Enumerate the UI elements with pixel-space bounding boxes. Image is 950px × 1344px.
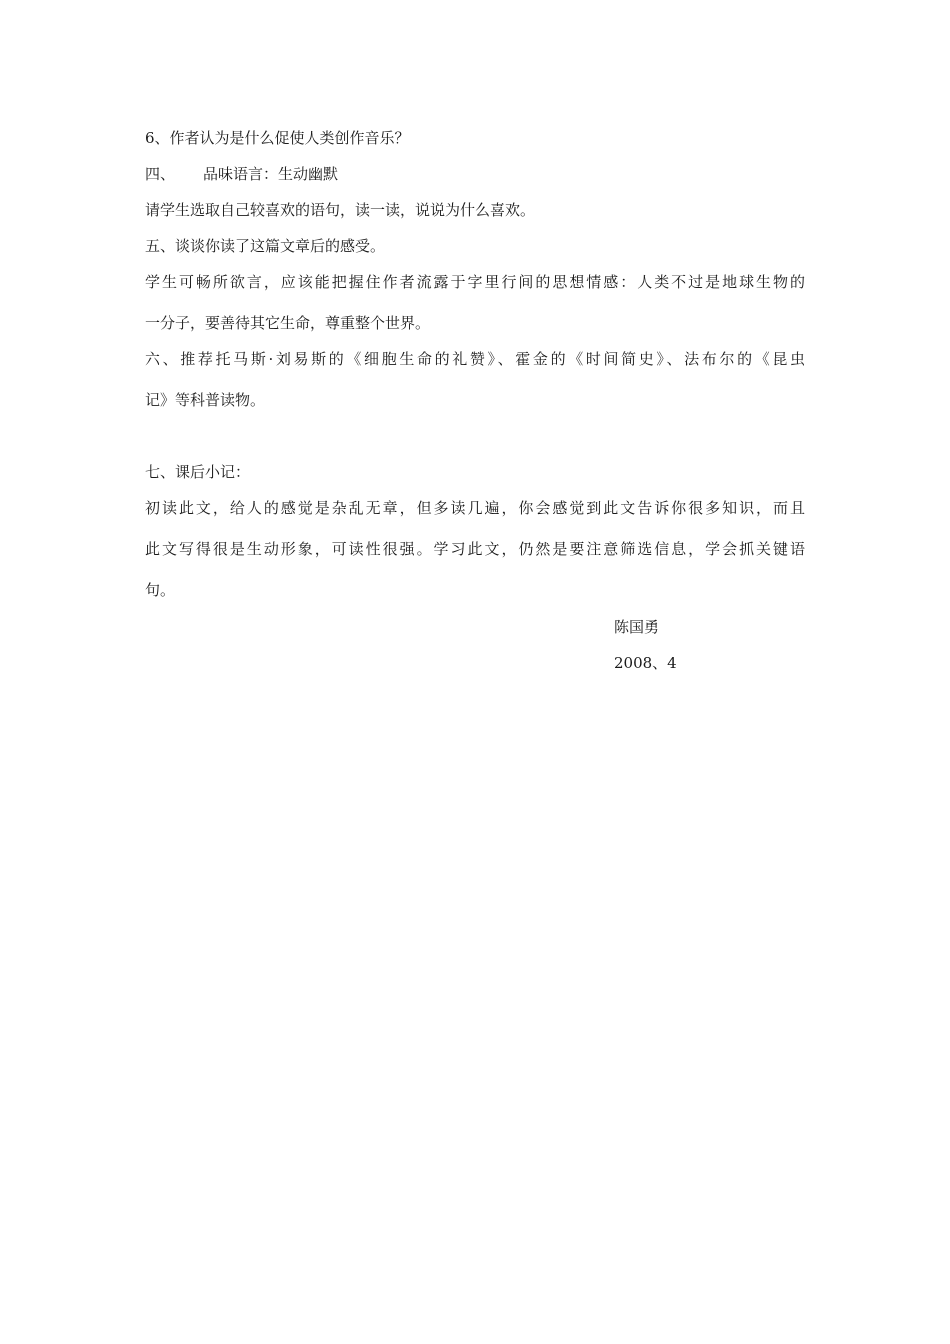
- section-4-heading: [145, 164, 338, 184]
- section-7-body-line-2: 此文写得很是生动形象，可读性很强。学习此文，仍然是要注意筛选信息，学会抓关键语: [145, 540, 805, 558]
- section-5-body-line-1: 学生可畅所欲言，应该能把握住作者流露于字里行间的思想情感：人类不过是地球生物的: [145, 273, 805, 291]
- section-5-body-line-2: 一分子，要善待其它生命，尊重整个世界。: [145, 314, 431, 332]
- section-4-body: 请学生选取自己较喜欢的语句，读一读，说说为什么喜欢。: [145, 201, 536, 219]
- section-4-title: 品味语言：生动幽默: [203, 165, 339, 183]
- question-6: 6、作者认为是什么促使人类创作音乐？: [145, 129, 410, 147]
- section-6-body-line-1: 六、推荐托马斯·刘易斯的《细胞生命的礼赞》、霍金的《时间简史》、法布尔的《昆虫: [145, 350, 805, 368]
- signature-author: 陈国勇: [614, 618, 660, 636]
- section-5-title: 五、谈谈你读了这篇文章后的感受。: [145, 237, 386, 255]
- section-6-body-line-2: 记》等科普读物。: [145, 391, 266, 409]
- section-4-number: 四、: [145, 165, 176, 183]
- signature-date: 2008、4: [614, 654, 677, 672]
- section-7-body-line-1: 初读此文，给人的感觉是杂乱无章，但多读几遍，你会感觉到此文告诉你很多知识，而且: [145, 499, 805, 517]
- section-7-title: 七、课后小记：: [145, 463, 251, 481]
- section-7-body-line-3: 句。: [145, 581, 176, 599]
